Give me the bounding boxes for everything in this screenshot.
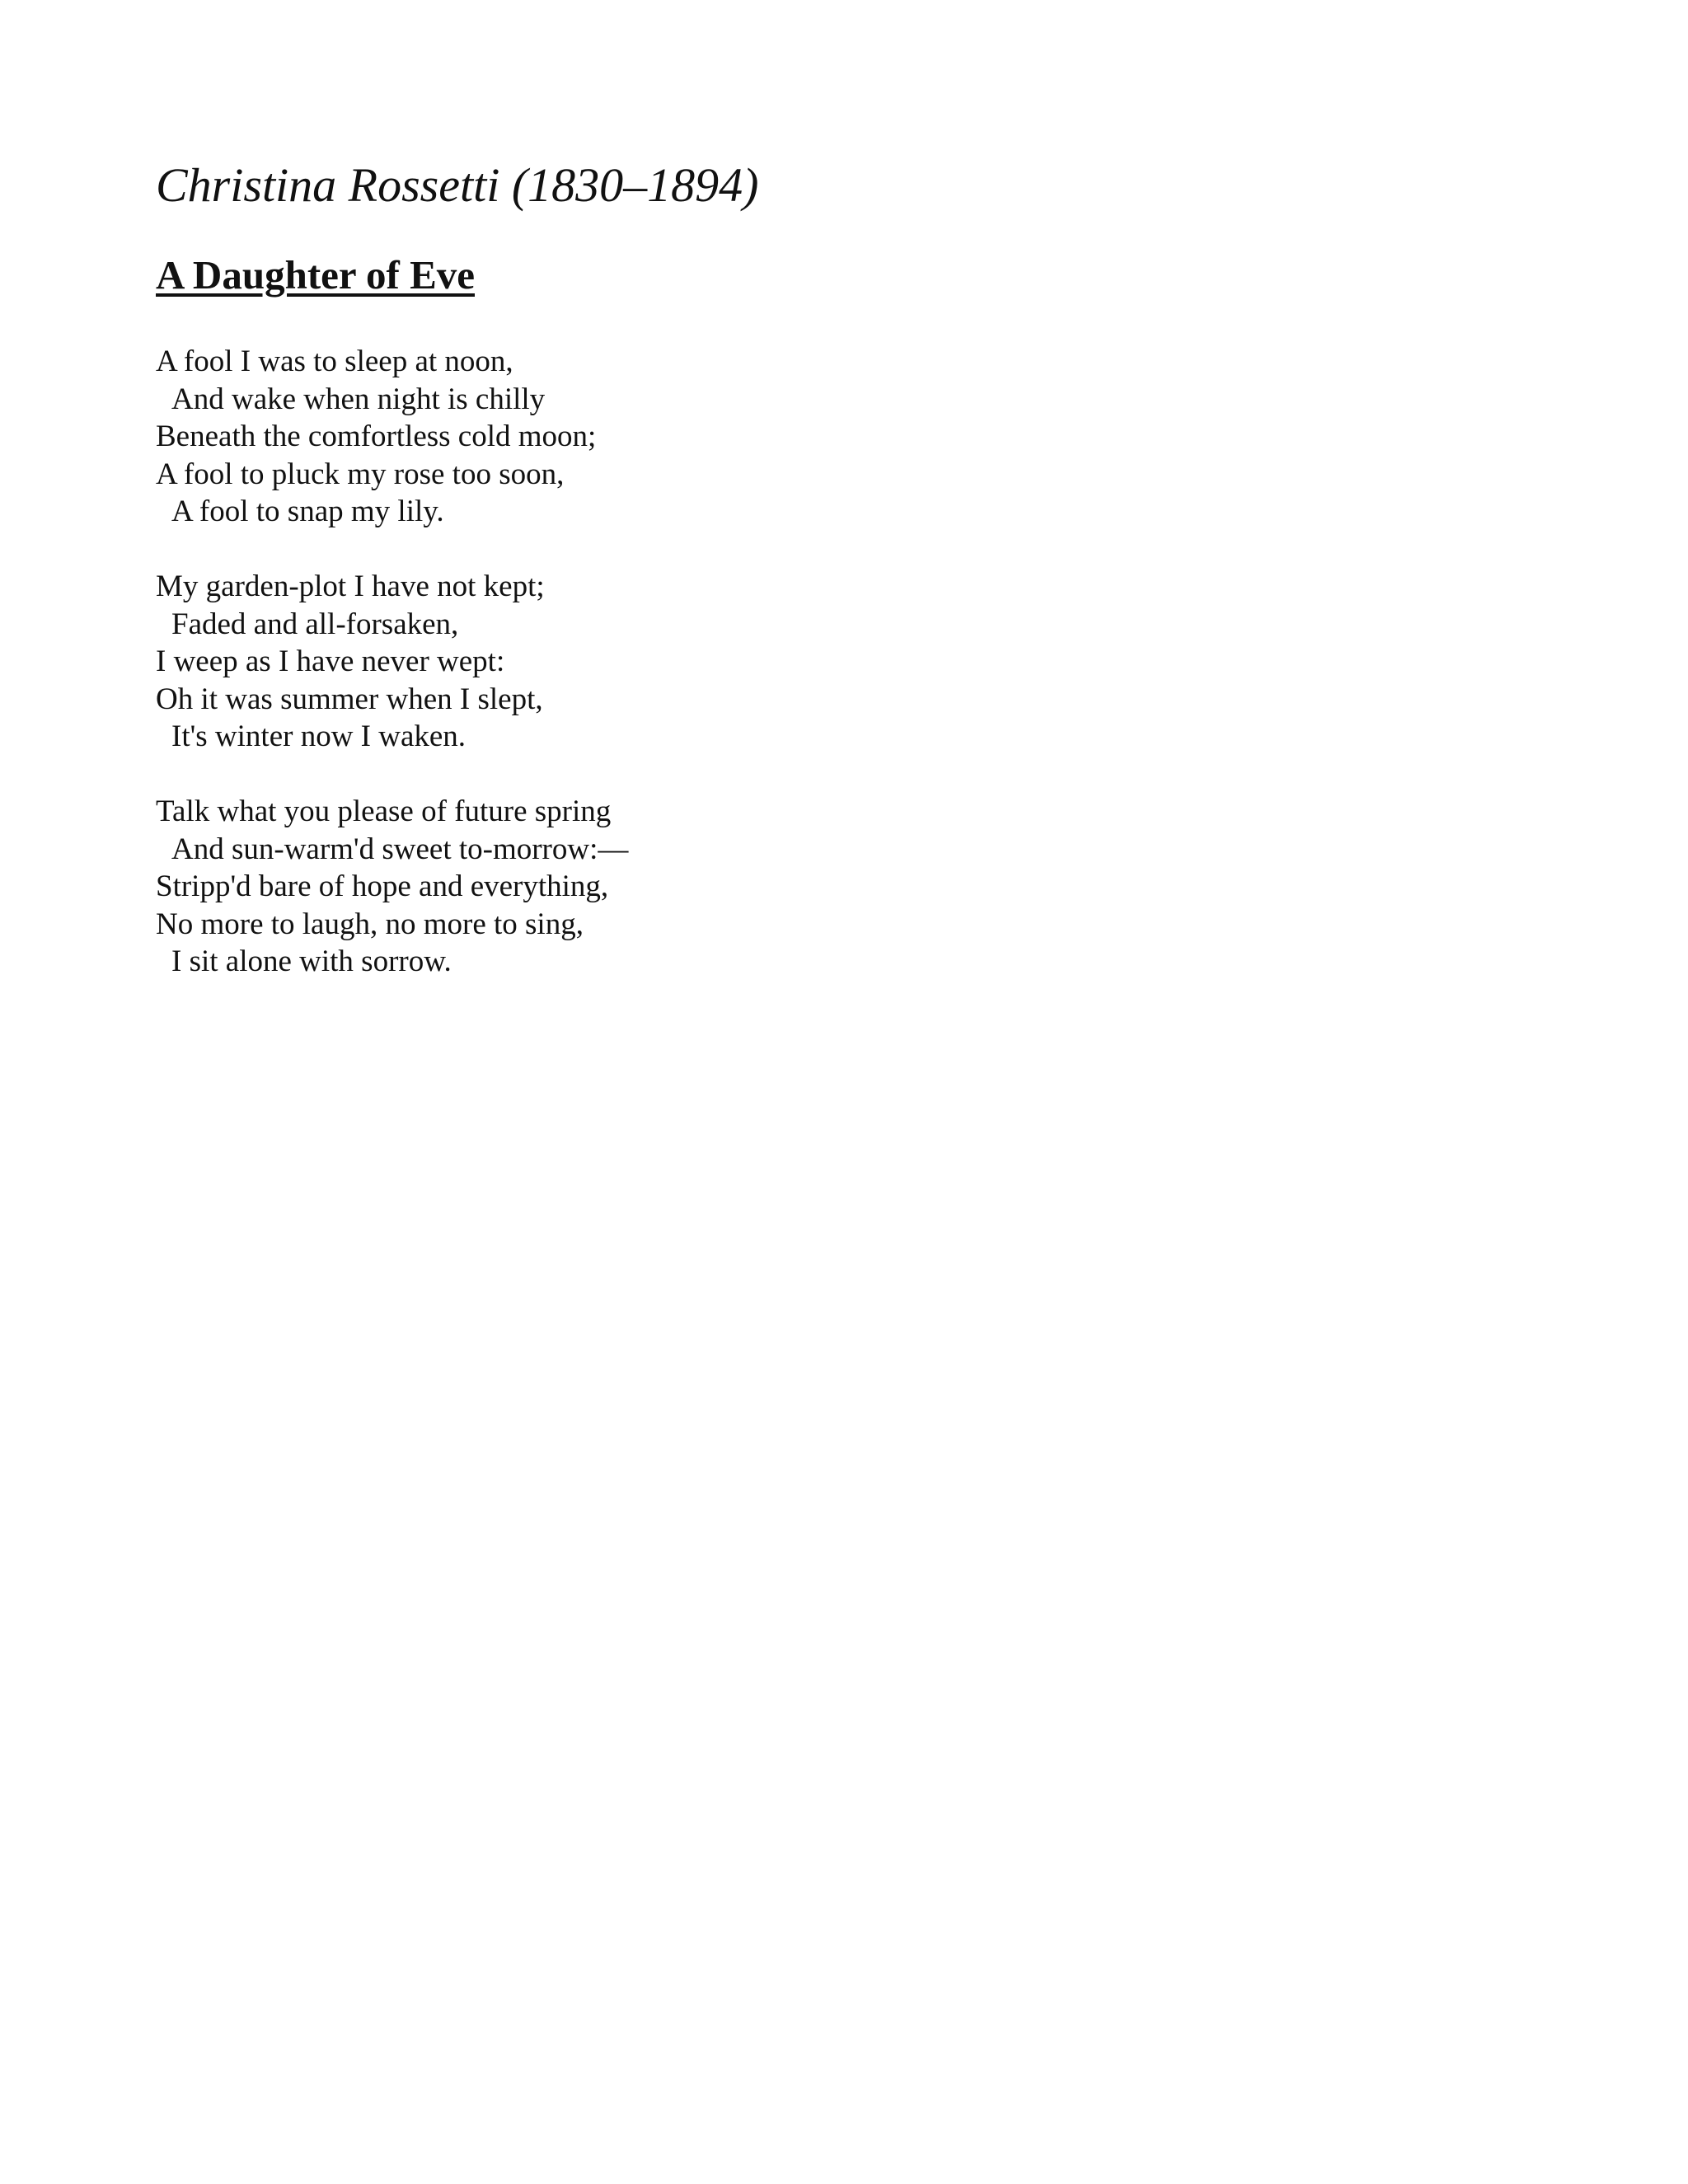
poem-line: My garden-plot I have not kept; xyxy=(156,569,545,603)
poem-line: I weep as I have never wept: xyxy=(156,644,505,679)
stanza-1 xyxy=(156,343,1557,531)
poem-line-indented: It's winter now I waken. xyxy=(171,719,467,754)
document-page xyxy=(156,157,1557,1018)
poem-line: No more to laugh, no more to sing, xyxy=(156,907,584,941)
poem-title: A Daughter of Eve xyxy=(156,252,475,298)
poem-line: A fool I was to sleep at noon, xyxy=(156,344,513,378)
poem-line-indented: And wake when night is chilly xyxy=(171,382,546,416)
poem-line: Talk what you please of future spring xyxy=(156,794,612,828)
poem-line-indented: And sun-warm'd sweet to-morrow:— xyxy=(171,832,629,866)
stanza-3 xyxy=(156,793,1557,981)
author-heading: Christina Rossetti (1830–1894) xyxy=(156,158,759,212)
poem-line: Stripp'd bare of hope and everything, xyxy=(156,869,609,904)
poem-line: A fool to pluck my rose too soon, xyxy=(156,457,565,491)
poem-body xyxy=(156,343,1557,981)
poem-line: Beneath the comfortless cold moon; xyxy=(156,419,597,454)
poem-line: Oh it was summer when I slept, xyxy=(156,682,543,716)
poem-line-indented: A fool to snap my lily. xyxy=(171,494,444,529)
poem-line-indented: Faded and all-forsaken, xyxy=(171,607,459,641)
poem-line-indented: I sit alone with sorrow. xyxy=(171,944,452,979)
stanza-2 xyxy=(156,568,1557,756)
